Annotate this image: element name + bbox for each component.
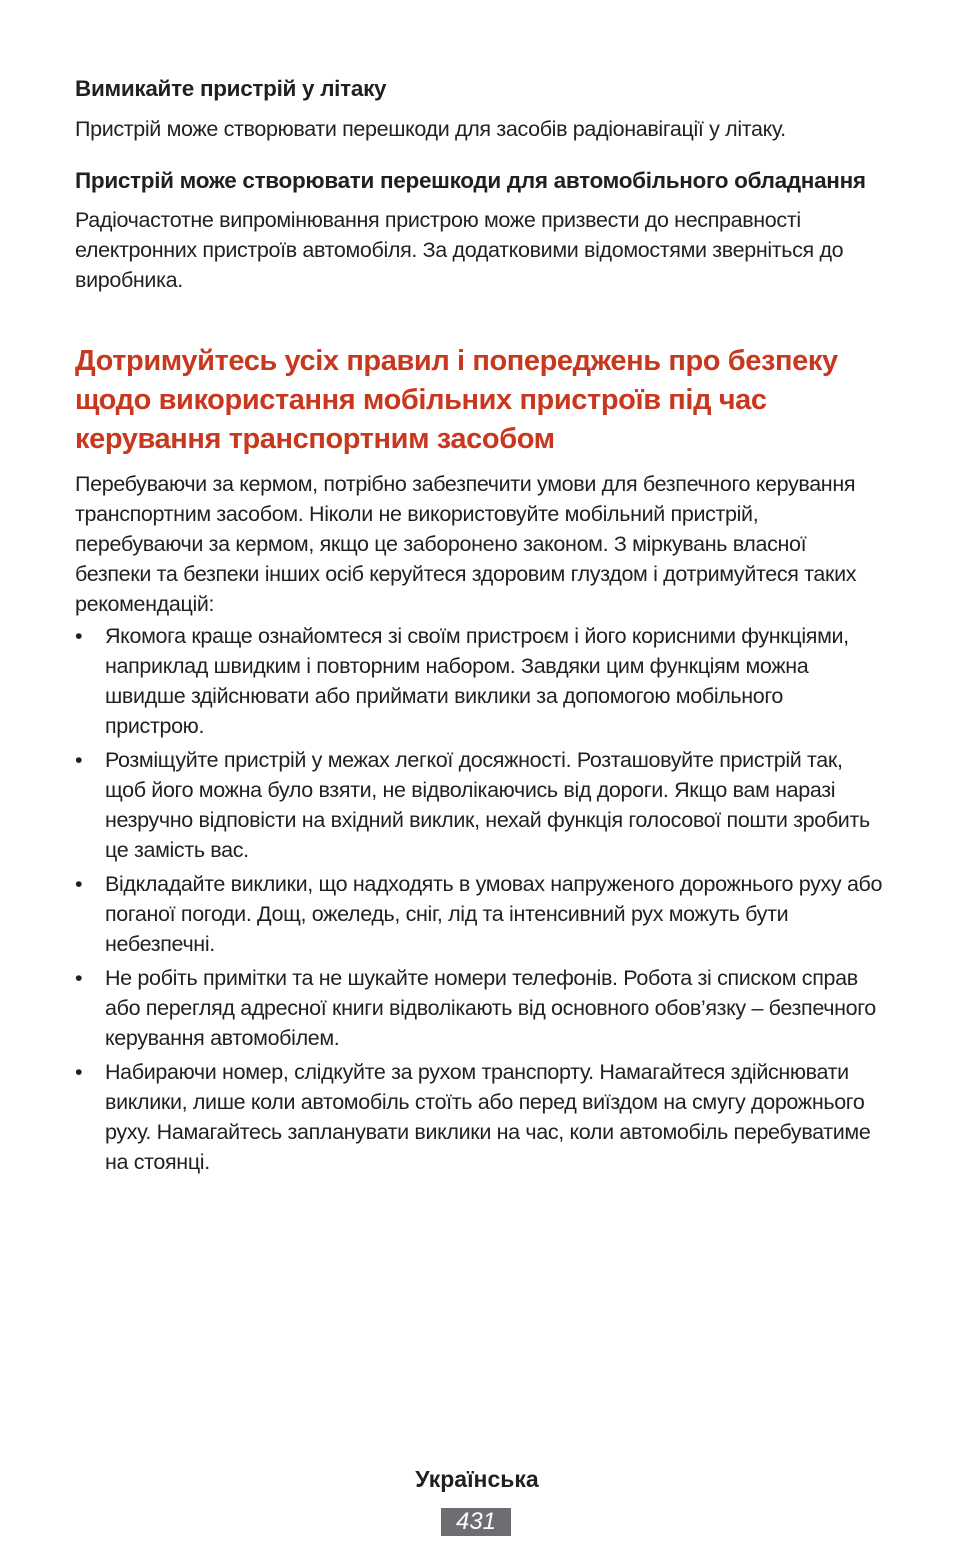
bullet-icon: • bbox=[75, 966, 83, 990]
list-item-text: Набираючи номер, слідкуйте за рухом транспорту. Намагайтеся здійснювати виклики, лише коли автомобіль стоїть або перед виїздом на смугу дорожнього руху. Намагайтесь запланувати виклики на час, коли автомобіль перебуватиме на стоянці. bbox=[105, 1060, 871, 1174]
bullet-icon: • bbox=[75, 624, 83, 648]
driving-safety-heading: Дотримуйтесь усіх правил і попереджень про безпеку щодо використання мобільних пристроїв під час керування транспортним засобом bbox=[75, 345, 838, 455]
airplane-section-body: Пристрій може створювати перешкоди для засобів радіонавігації у літаку. bbox=[75, 117, 786, 141]
list-item-text: Розміщуйте пристрій у межах легкої досяжності. Розташовуйте пристрій так, щоб його можна було взяти, не відволікаючись від дороги. Якщо вам наразі незручно відповісти на вхідний виклик, нехай функція голосової пошти зробить це замість вас. bbox=[105, 748, 870, 862]
bullet-icon: • bbox=[75, 872, 83, 896]
airplane-section-title: Вимикайте пристрій у літаку bbox=[75, 76, 387, 101]
list-item bbox=[75, 745, 887, 865]
list-item bbox=[75, 963, 887, 1053]
driving-safety-intro: Перебуваючи за кермом, потрібно забезпечити умови для безпечного керування транспортним засобом. Ніколи не використовуйте мобільний пристрій, перебуваючи за кермом, якщо це заборонено законом. З міркувань власної безпеки та безпеки інших осіб керуйтеся здоровим глуздом і дотримуйтеся таких рекомендацій: bbox=[75, 472, 857, 616]
vehicle-equipment-section-body: Радіочастотне випромінювання пристрою може призвести до несправності електронних пристроїв автомобіля. За додатковими відомостями зверніться до виробника. bbox=[75, 208, 844, 292]
page-number-badge: 431 bbox=[441, 1508, 511, 1536]
footer-language: Українська bbox=[415, 1466, 539, 1492]
list-item-text: Відкладайте виклики, що надходять в умовах напруженого дорожнього руху або поганої погоди. Дощ, ожеледь, сніг, лід та інтенсивний рух можуть бути небезпечні. bbox=[105, 872, 883, 956]
page-content bbox=[75, 73, 887, 1181]
bullet-icon: • bbox=[75, 748, 83, 772]
list-item bbox=[75, 1057, 887, 1177]
list-item bbox=[75, 869, 887, 959]
list-item-text: Не робіть примітки та не шукайте номери телефонів. Робота зі списком справ або перегляд адресної книги відволікають від основного обов’язку – безпечного керування автомобілем. bbox=[105, 966, 876, 1050]
bullet-icon: • bbox=[75, 1060, 83, 1084]
list-item bbox=[75, 621, 887, 741]
vehicle-equipment-section-title: Пристрій може створювати перешкоди для автомобільного обладнання bbox=[75, 168, 866, 193]
driving-safety-list bbox=[75, 621, 887, 1177]
list-item-text: Якомога краще ознайомтеся зі своїм пристроєм і його корисними функціями, наприклад швидким і повторним набором. Завдяки цим функціям можна швидше здійснювати або приймати виклики за допомогою мобільного пристрою. bbox=[105, 624, 849, 738]
